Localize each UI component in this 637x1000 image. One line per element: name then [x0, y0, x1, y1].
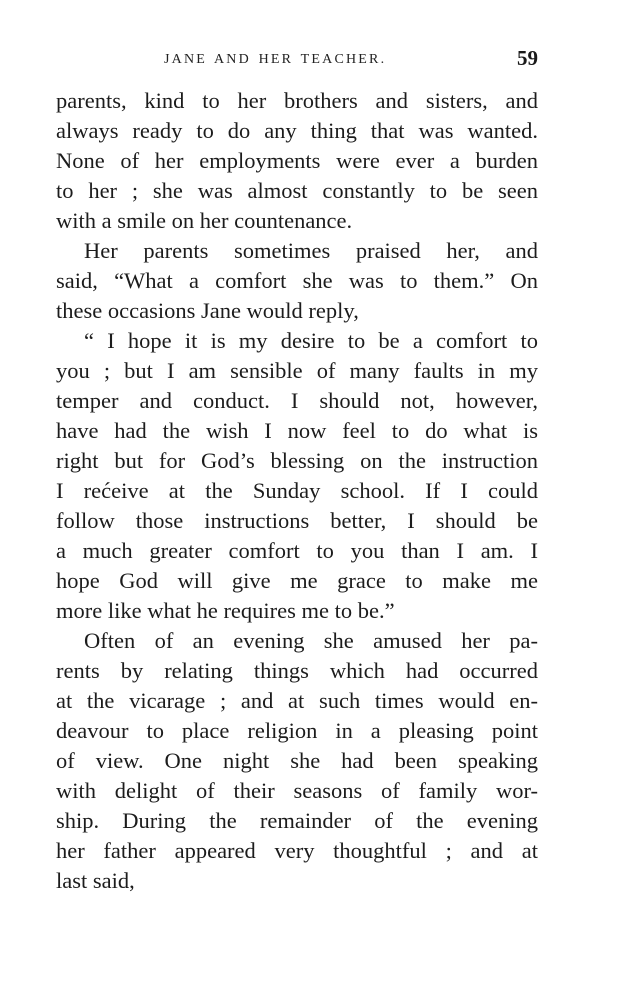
text-line: ship. During the remainder of the evening	[56, 808, 538, 833]
text-line: more like what he requires me to be.”	[56, 598, 395, 623]
text-line: temper and conduct. I should not, however,	[56, 388, 538, 413]
text-line: right but for God’s blessing on the instruction	[56, 448, 538, 473]
text-line: None of her employments were ever a burden	[56, 148, 538, 173]
body-text	[56, 86, 538, 896]
text-line: at the vicarage ; and at such times would en-	[56, 688, 538, 713]
text-line: parents, kind to her brothers and sisters, and	[56, 88, 538, 113]
text-line: you ; but I am sensible of many faults in my	[56, 358, 538, 383]
page-number: 59	[517, 46, 538, 70]
text-line: follow those instructions better, I should be	[56, 508, 538, 533]
text-line: hope God will give me grace to make me	[56, 568, 538, 593]
text-line: Her parents sometimes praised her, and	[84, 238, 538, 263]
text-line: I rećeive at the Sunday school. If I could	[56, 478, 538, 503]
text-line: said, “What a comfort she was to them.” On	[56, 268, 538, 293]
text-line: Often of an evening she amused her pa-	[84, 628, 538, 653]
text-line: these occasions Jane would reply,	[56, 298, 359, 323]
running-title: JANE AND HER TEACHER.	[164, 52, 387, 67]
running-head	[56, 46, 538, 74]
text-line: to her ; she was almost constantly to be seen	[56, 178, 538, 203]
text-line: always ready to do any thing that was wanted.	[56, 118, 538, 143]
text-line: a much greater comfort to you than I am. I	[56, 538, 538, 563]
text-line: deavour to place religion in a pleasing point	[56, 718, 538, 743]
text-line: “ I hope it is my desire to be a comfort to	[84, 328, 538, 353]
text-line: with delight of their seasons of family wor-	[56, 778, 538, 803]
text-line: last said,	[56, 868, 135, 893]
text-line: of view. One night she had been speaking	[56, 748, 538, 773]
text-line: have had the wish I now feel to do what is	[56, 418, 538, 443]
text-line: rents by relating things which had occurred	[56, 658, 538, 683]
text-line: her father appeared very thoughtful ; and at	[56, 838, 538, 863]
text-line: with a smile on her countenance.	[56, 208, 353, 233]
